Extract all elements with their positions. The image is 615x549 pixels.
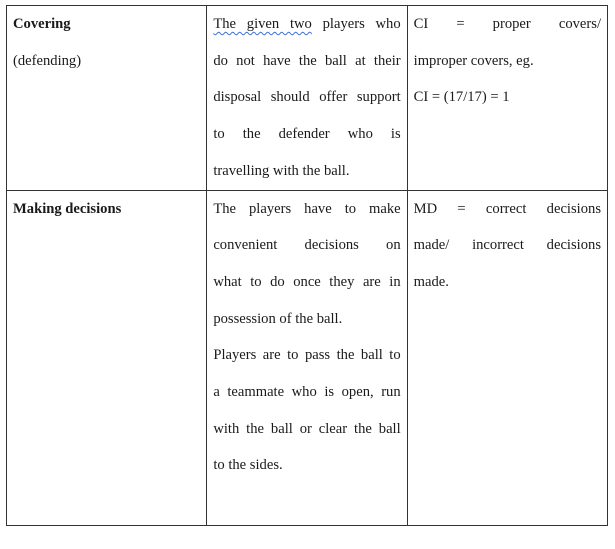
description-text: players who bbox=[322, 16, 401, 32]
description-line bbox=[213, 6, 400, 43]
measure-cell bbox=[407, 190, 607, 525]
criterion-cell bbox=[7, 190, 207, 525]
description-line: travelling with the ball. bbox=[213, 162, 350, 179]
measure-line: MD = correct decisions bbox=[413, 200, 601, 217]
description-line: to the defender who is bbox=[213, 126, 401, 143]
spellcheck-underlined-text: The given two bbox=[213, 16, 312, 32]
criteria-table bbox=[6, 5, 608, 526]
description-cell bbox=[207, 190, 407, 525]
criterion-title: Covering bbox=[13, 16, 71, 32]
description-line: a teammate who is open, run bbox=[213, 384, 401, 401]
criterion-subtitle: (defending) bbox=[13, 52, 82, 69]
description-cell bbox=[207, 6, 407, 191]
measure-line: CI = proper covers/ bbox=[413, 16, 601, 32]
description-line: with the ball or clear the ball bbox=[213, 420, 401, 437]
measure-line: CI = (17/17) = 1 bbox=[413, 89, 510, 106]
criterion-title: Making decisions bbox=[13, 200, 122, 217]
description-line: what to do once they are in bbox=[213, 273, 401, 290]
measure-line: improper covers, eg. bbox=[413, 52, 534, 69]
measure-cell bbox=[407, 6, 607, 191]
description-line: Players are to pass the ball to bbox=[213, 347, 401, 364]
measure-line: made/ incorrect decisions bbox=[413, 237, 601, 254]
description-line: convenient decisions on bbox=[213, 237, 401, 254]
description-line: The players have to make bbox=[213, 200, 401, 217]
table-row-covering bbox=[7, 6, 608, 191]
measure-line: made. bbox=[413, 273, 449, 290]
table-row-making-decisions bbox=[7, 190, 608, 525]
description-line: to the sides. bbox=[213, 457, 283, 474]
description-line: do not have the ball at their bbox=[213, 52, 401, 69]
description-line: disposal should offer support bbox=[213, 89, 401, 106]
criterion-cell bbox=[7, 6, 207, 191]
description-line: possession of the ball. bbox=[213, 310, 343, 327]
